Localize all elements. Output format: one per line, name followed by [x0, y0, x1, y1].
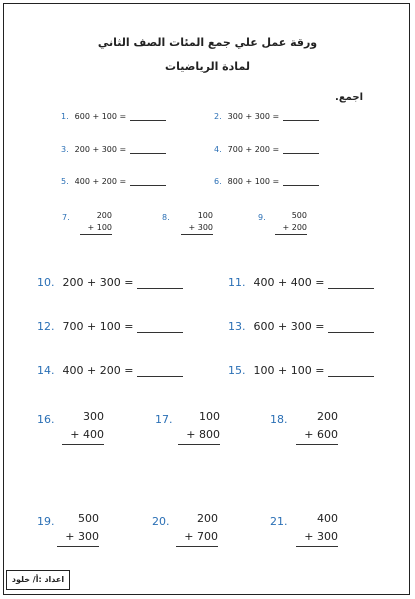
- problem-13: [228, 320, 374, 333]
- sum-line: [275, 234, 307, 235]
- problem-18: [270, 413, 296, 426]
- answer-blank[interactable]: [130, 153, 166, 154]
- sum-line: [62, 444, 104, 445]
- bottom-addend: + 600: [304, 428, 338, 441]
- top-addend: 400: [317, 512, 338, 525]
- bottom-addend: + 400: [70, 428, 104, 441]
- vertical-sum-19: [57, 512, 99, 547]
- problem-3: [61, 145, 166, 154]
- vertical-sum-17: [178, 410, 220, 445]
- answer-blank[interactable]: [137, 376, 183, 377]
- vertical-sum-8: [181, 211, 213, 235]
- problem-number: 17.: [155, 413, 173, 426]
- problem-number: 5.: [61, 177, 69, 186]
- worksheet-subtitle: لمادة الرياضيات: [165, 60, 250, 73]
- worksheet-title: ورقة عمل علي جمع المئات الصف الثاني: [97, 36, 318, 49]
- problem-20: [152, 515, 178, 528]
- problem-expression: 300 + 300 =: [227, 112, 280, 121]
- problem-expression: 100 + 100 =: [253, 364, 325, 377]
- instruction-text: اجمع.: [335, 92, 363, 103]
- author-credit: اعداد :أ/ خلود: [6, 570, 70, 590]
- problem-number: 6.: [214, 177, 222, 186]
- problem-6: [214, 177, 319, 186]
- problem-expression: 200 + 300 =: [74, 145, 127, 154]
- problem-9: [258, 213, 272, 222]
- problem-number: 4.: [214, 145, 222, 154]
- top-addend: 500: [291, 211, 307, 220]
- problem-expression: 600 + 300 =: [253, 320, 325, 333]
- bottom-addend: + 800: [186, 428, 220, 441]
- sum-line: [80, 234, 112, 235]
- problem-number: 16.: [37, 413, 55, 426]
- problem-number: 10.: [37, 276, 55, 289]
- answer-blank[interactable]: [328, 332, 374, 333]
- top-addend: 100: [197, 211, 213, 220]
- problem-7: [62, 213, 76, 222]
- answer-blank[interactable]: [283, 153, 319, 154]
- problem-number: 15.: [228, 364, 246, 377]
- vertical-sum-16: [62, 410, 104, 445]
- problem-number: 1.: [61, 112, 69, 121]
- answer-blank[interactable]: [328, 376, 374, 377]
- sum-line: [57, 546, 99, 547]
- problem-17: [155, 413, 181, 426]
- answer-blank[interactable]: [328, 288, 374, 289]
- problem-number: 18.: [270, 413, 288, 426]
- answer-blank[interactable]: [283, 120, 319, 121]
- top-addend: 300: [83, 410, 104, 423]
- problem-number: 20.: [152, 515, 170, 528]
- problem-number: 19.: [37, 515, 55, 528]
- top-addend: 100: [199, 410, 220, 423]
- bottom-addend: + 700: [184, 530, 218, 543]
- bottom-addend: + 300: [188, 223, 213, 232]
- problem-8: [162, 213, 176, 222]
- problem-21: [270, 515, 296, 528]
- top-addend: 200: [96, 211, 112, 220]
- problem-number: 14.: [37, 364, 55, 377]
- vertical-sum-7: [80, 211, 112, 235]
- problem-16: [37, 413, 63, 426]
- sum-line: [296, 546, 338, 547]
- problem-expression: 400 + 400 =: [253, 276, 325, 289]
- problem-10: [37, 276, 183, 289]
- bottom-addend: + 300: [65, 530, 99, 543]
- problem-4: [214, 145, 319, 154]
- problem-number: 13.: [228, 320, 246, 333]
- problem-number: 7.: [62, 213, 70, 222]
- sum-line: [176, 546, 218, 547]
- problem-expression: 700 + 200 =: [227, 145, 280, 154]
- problem-number: 12.: [37, 320, 55, 333]
- problem-number: 11.: [228, 276, 246, 289]
- sum-line: [178, 444, 220, 445]
- problem-number: 2.: [214, 112, 222, 121]
- problem-expression: 600 + 100 =: [74, 112, 127, 121]
- bottom-addend: + 300: [304, 530, 338, 543]
- top-addend: 200: [317, 410, 338, 423]
- vertical-sum-20: [176, 512, 218, 547]
- vertical-sum-21: [296, 512, 338, 547]
- problem-expression: 400 + 200 =: [74, 177, 127, 186]
- answer-blank[interactable]: [137, 332, 183, 333]
- vertical-sum-18: [296, 410, 338, 445]
- problem-number: 21.: [270, 515, 288, 528]
- sum-line: [181, 234, 213, 235]
- problem-expression: 700 + 100 =: [62, 320, 134, 333]
- answer-blank[interactable]: [130, 185, 166, 186]
- bottom-addend: + 100: [87, 223, 112, 232]
- answer-blank[interactable]: [130, 120, 166, 121]
- vertical-sum-9: [275, 211, 307, 235]
- top-addend: 200: [197, 512, 218, 525]
- answer-blank[interactable]: [137, 288, 183, 289]
- bottom-addend: + 200: [282, 223, 307, 232]
- problem-number: 9.: [258, 213, 266, 222]
- problem-2: [214, 112, 319, 121]
- problem-expression: 800 + 100 =: [227, 177, 280, 186]
- problem-number: 8.: [162, 213, 170, 222]
- answer-blank[interactable]: [283, 185, 319, 186]
- sum-line: [296, 444, 338, 445]
- problem-1: [61, 112, 166, 121]
- problem-number: 3.: [61, 145, 69, 154]
- problem-11: [228, 276, 374, 289]
- top-addend: 500: [78, 512, 99, 525]
- problem-expression: 200 + 300 =: [62, 276, 134, 289]
- problem-15: [228, 364, 374, 377]
- problem-12: [37, 320, 183, 333]
- problem-14: [37, 364, 183, 377]
- problem-expression: 400 + 200 =: [62, 364, 134, 377]
- problem-5: [61, 177, 166, 186]
